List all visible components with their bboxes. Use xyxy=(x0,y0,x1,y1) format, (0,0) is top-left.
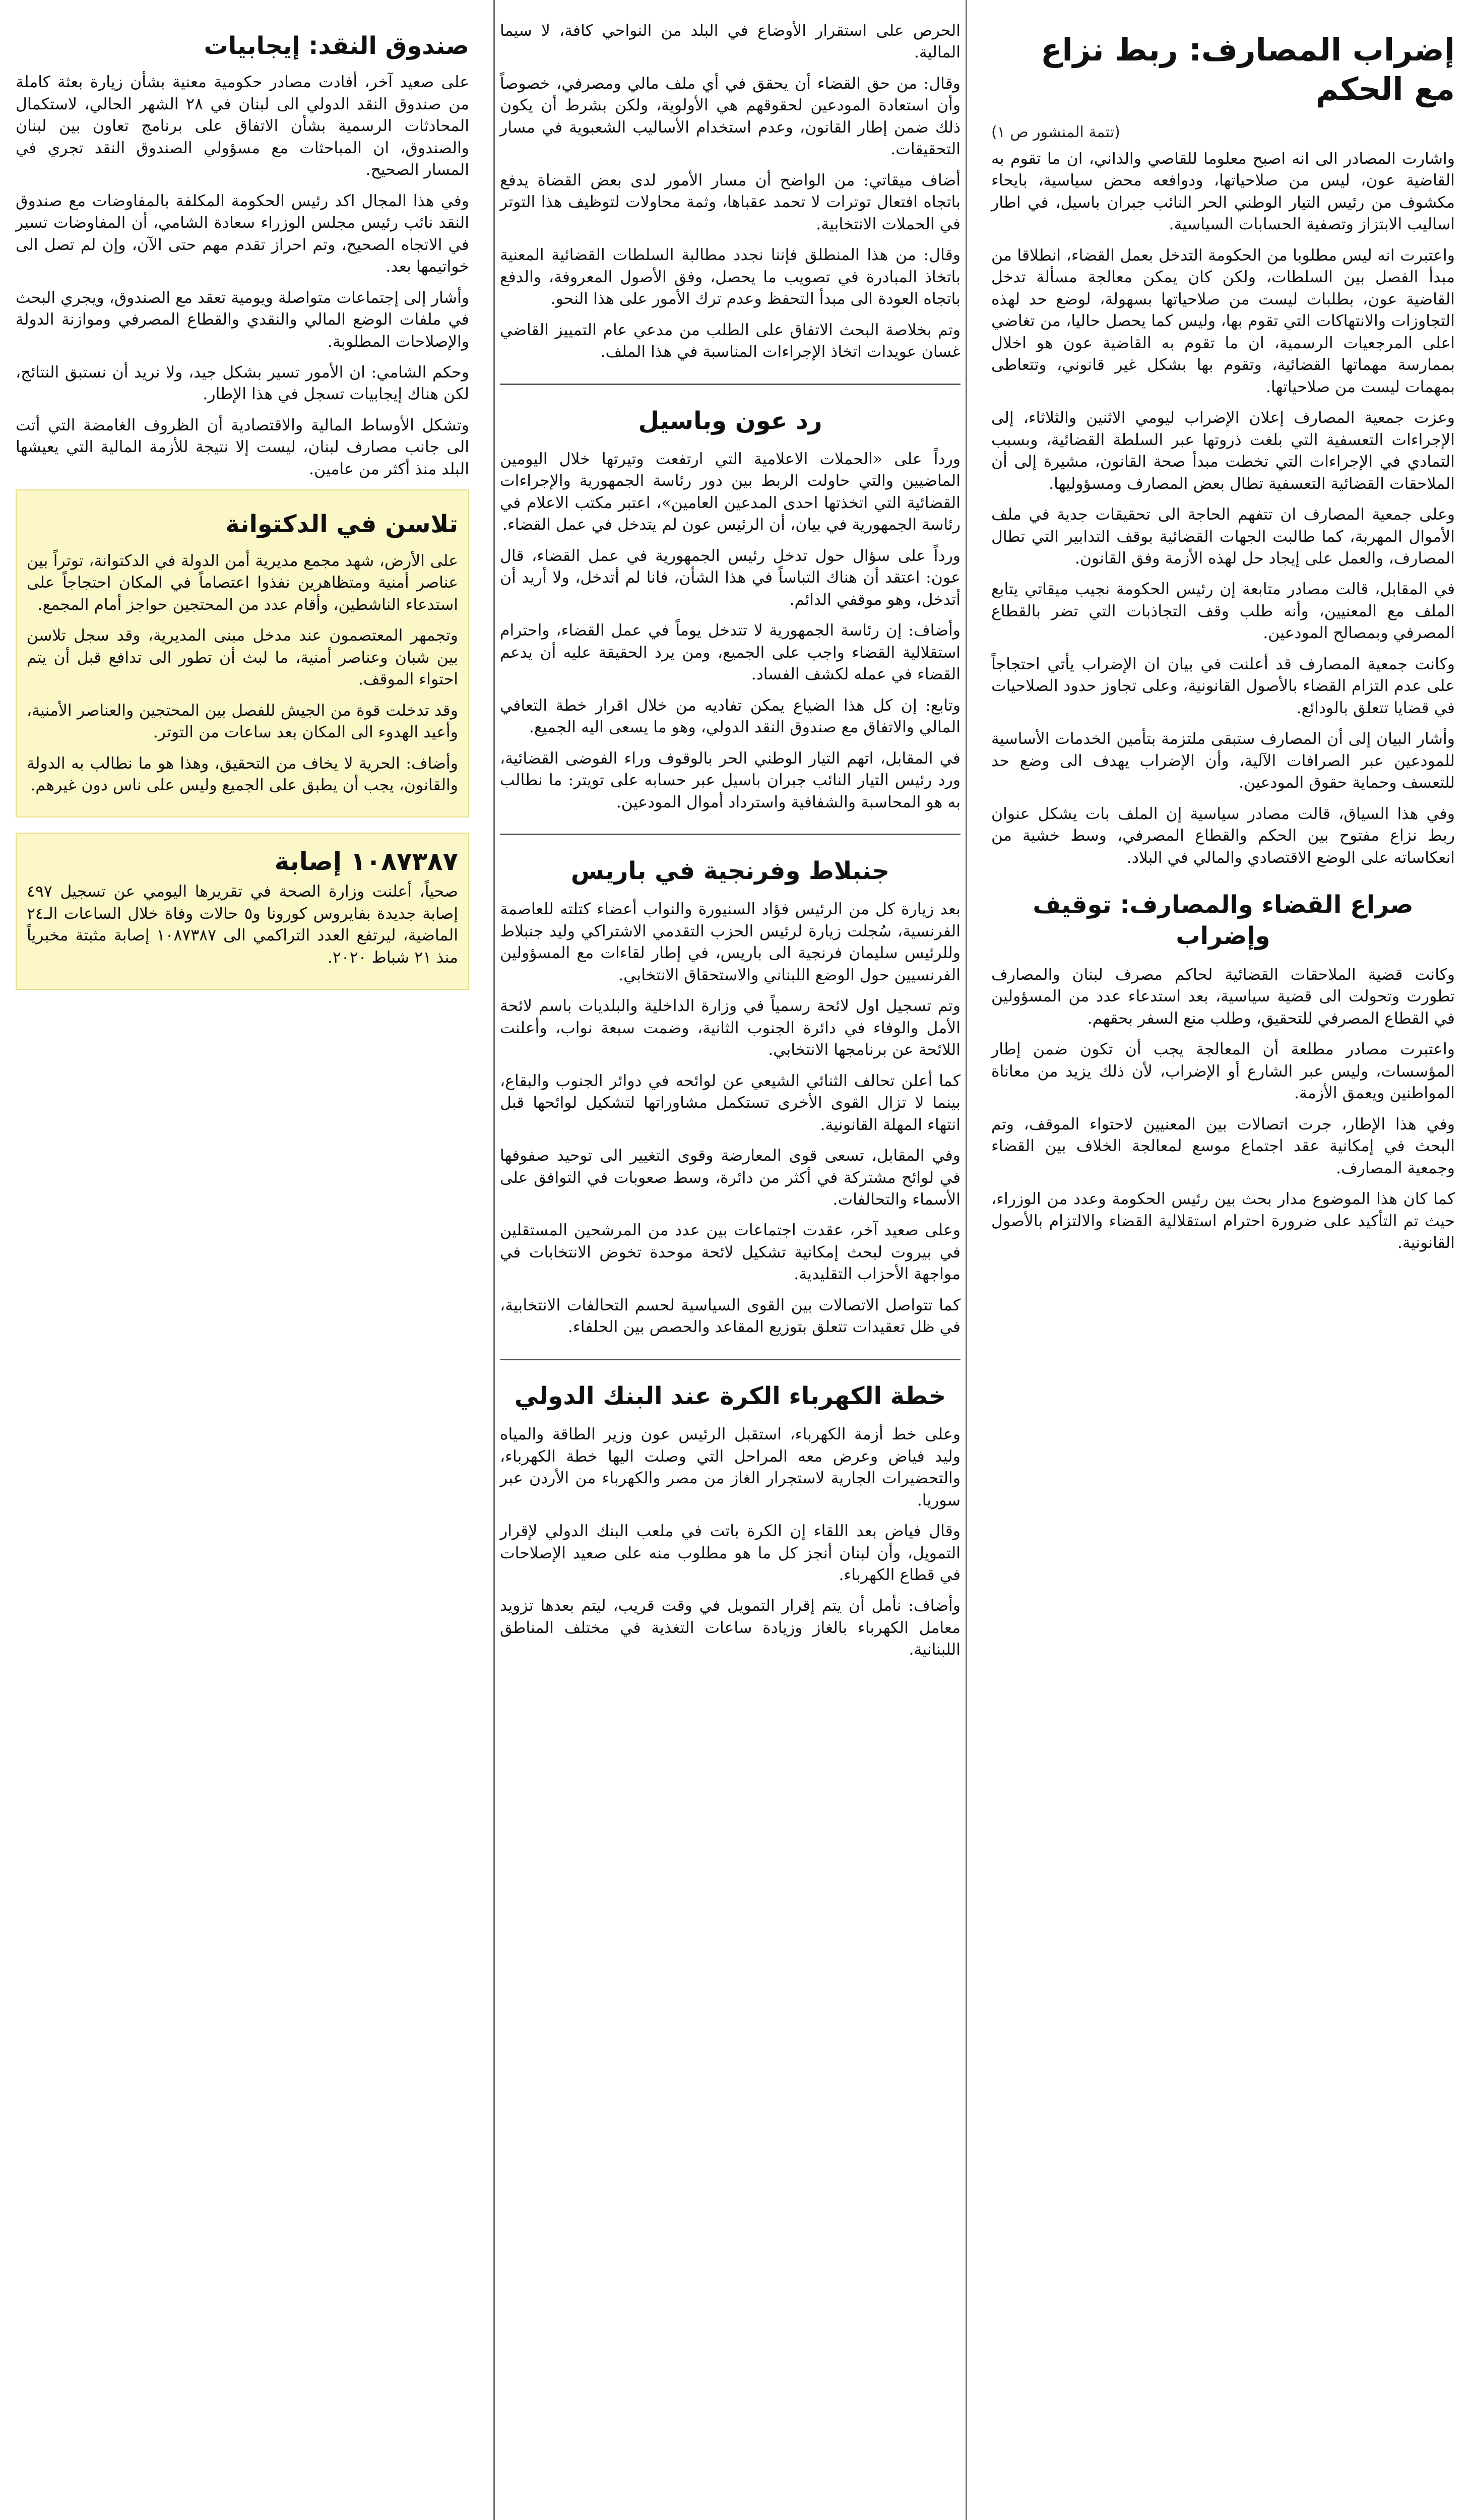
paragraph: واعتبرت مصادر مطلعة أن المعالجة يجب أن تكون ضمن إطار المؤسسات، وليس عبر الشارع أو الإضراب، لأن ذلك يزيد من معاناة المواطنين ويعمق الأزمة. xyxy=(991,1040,1455,1103)
paragraph: وقد تدخلت قوة من الجيش للفصل بين المحتجين والعناصر الأمنية، وأعيد الهدوء الى المكان بعد ساعات من التوتر. xyxy=(27,701,458,742)
divider xyxy=(500,1359,961,1360)
main-headline: إضراب المصارف: ربط نزاع مع الحكم xyxy=(1041,31,1455,107)
middle-column xyxy=(493,0,967,2520)
paragraph: وفي هذا السياق، قالت مصادر سياسية إن الملف بات يشكل عنوان ربط نزاع مفتوح بين الحكم والقطاع المصرفي، وسط خشية من انعكاساته على الوضع الاقتصادي والمالي في البلاد. xyxy=(991,804,1455,867)
electricity-body xyxy=(500,1424,961,1661)
divider xyxy=(500,834,961,835)
paragraph: كما أعلن تحالف الثنائي الشيعي عن لوائحه في دوائر الجنوب والبقاع، بينما لا تزال القوى الأخرى تستكمل مشاوراتها لتشكيل لوائحها قبل انتهاء المهلة القانونية. xyxy=(500,1072,961,1134)
paragraph: وعلى جمعية المصارف ان تتفهم الحاجة الى تحقيقات جدية في ملف الأموال المهربة، كما طالبت الجهات القضائية بوقف التدابير التي تطال المصارف، والعمل على إيجاد حل لهذه الأزمة وفق القانون. xyxy=(991,506,1455,568)
left-column xyxy=(11,0,474,2520)
paragraph: وتابع: إن كل هذا الضياع يمكن تفاديه من خلال اقرار خطة التعافي المالي والاتفاق مع صندوق النقد الدولي، وهو ما يسعى اليه الجميع. xyxy=(500,696,961,737)
covid-box xyxy=(16,833,469,990)
paragraph: على الأرض، شهد مجمع مديرية أمن الدولة في الدكتوانة، توتراً بين عناصر أمنية ومتظاهرين نفذوا اعتصاماً في المكان احتجاجاً على استدعاء الناشطين، وأقام عدد من المحتجين حواجز أمام المجمع. xyxy=(27,551,458,614)
middle-opening-body xyxy=(500,20,961,363)
paragraph: وتجمهر المعتصمون عند مدخل مبنى المديرية، وقد سجل تلاسن بين شبان وعناصر أمنية، ما لبث أن تطور الى تدافع قبل أن يتم احتواء الموقف. xyxy=(27,626,458,689)
section2-title: صراع القضاء والمصارف: توقيف وإضراب xyxy=(1033,891,1414,951)
reply-body xyxy=(500,449,961,813)
paragraph: في المقابل، قالت مصادر متابعة إن رئيس الحكومة نجيب ميقاتي يتابع الملف مع المعنيين، وأنه طلب وقف التجاذبات التي تضر بالقطاع المصرفي وبمصالح المودعين. xyxy=(991,580,1455,643)
paragraph: أضاف ميقاتي: من الواضح أن مسار الأمور لدى بعض القضاة يدفع باتجاه افتعال توترات لا تحمد عقباها، وثمة محاولات لتوظيف هذا التوتر في الحملات الانتخابية. xyxy=(500,171,961,233)
paragraph: على صعيد آخر، أفادت مصادر حكومية معنية بشأن زيارة بعثة كاملة من صندوق النقد الدولي الى لبنان في ٢٨ الشهر الحالي، لاستكمال المحادثات الرسمية بشأن الاتفاق على برنامج تعاون بين لبنان والصندوق، ان المباحثات مع مسؤولي الصندوق النقد تجري في المسار الصحيح. xyxy=(16,73,469,179)
paragraph: كما تتواصل الاتصالات بين القوى السياسية لحسم التحالفات الانتخابية، في ظل تعقيدات تتعلق بتوزيع المقاعد والحصص بين الحلفاء. xyxy=(500,1296,961,1337)
paragraph: وفي هذا الإطار، جرت اتصالات بين المعنيين لاحتواء الموقف، وتم البحث في إمكانية عقد اجتماع موسع لمعالجة الخلاف بين القضاء وجمعية المصارف. xyxy=(991,1115,1455,1177)
paragraph: وفي هذا المجال اكد رئيس الحكومة المكلفة بالمفاوضات مع صندوق النقد نائب رئيس مجلس الوزراء سعادة الشامي، أن المفاوضات تسير في الاتجاه الصحيح، وتم احراز تقدم مهم حتى الآن، وإن لم تصل الى خواتيمها بعد. xyxy=(16,192,469,276)
divider xyxy=(500,384,961,385)
paragraph: وحكم الشامي: ان الأمور تسير بشكل جيد، ولا نريد أن نستبق النتائج، لكن هناك إيجابيات تسجل في هذا الإطار. xyxy=(16,363,469,404)
paragraph: وتم تسجيل اول لائحة رسمياً في وزارة الداخلية والبلديات باسم لائحة الأمل والوفاء في دائرة الجنوب الثانية، وضمت سبعة نواب، وأعلنت اللائحة عن برنامجها الانتخابي. xyxy=(500,997,961,1059)
protest-title: تلاسن في الدكتوانة xyxy=(225,510,458,539)
section2-body xyxy=(991,964,1455,1254)
paris-section-body xyxy=(500,899,961,1338)
protest-body xyxy=(27,550,458,797)
paragraph: وقال فياض بعد اللقاء إن الكرة باتت في ملعب البنك الدولي لإقرار التمويل، وأن لبنان أنجز كل ما هو مطلوب منه على صعيد الإصلاحات في قطاع الكهرباء. xyxy=(500,1522,961,1585)
electricity-title: خطة الكهرباء الكرة عند البنك الدولي xyxy=(514,1381,946,1410)
paragraph: وكانت جمعية المصارف قد أعلنت في بيان ان الإضراب يأتي احتجاجاً على عدم التزام القضاء بالأصول القانونية، وعلى تجاوز حدود الصلاحيات في قضايا تتعلق بالودائع. xyxy=(991,655,1455,717)
paragraph: وأشار البيان إلى أن المصارف ستبقى ملتزمة بتأمين الخدمات الأساسية للمودعين عبر الصرافات الآلية، وأن الإضراب يهدف الى وضع حد للتعسف وحماية حقوق المودعين. xyxy=(991,730,1455,792)
paragraph: وأشار إلى إجتماعات متواصلة ويومية تعقد مع الصندوق، ويجري البحث في ملفات الوضع المالي والنقدي والقطاع المصرفي وموازنة الدولة والإصلاحات المطلوبة. xyxy=(16,288,469,351)
paragraph: وأضاف: نأمل أن يتم إقرار التمويل في وقت قريب، ليتم بعدها تزويد معامل الكهرباء بالغاز وزيادة ساعات التغذية في مختلف المناطق اللبنانية. xyxy=(500,1597,961,1659)
paragraph: وتم بخلاصة البحث الاتفاق على الطلب من مدعي عام التمييز القاضي غسان عويدات اتخاذ الإجراءات المناسبة في هذا الملف. xyxy=(500,321,961,361)
paragraph: واعتبرت انه ليس مطلوبا من الحكومة التدخل بعمل القضاء، انطلاقا من مبدأ الفصل بين السلطات، ولكن كان يمكن معالجة مسألة تدخل القاضية عون، بطلبات ليست من صلاحياتها بسهولة، لوضع حد لهذه التجاوزات والانتهاكات التي تقوم بها، وليس كما يحصل حاليا، من تغاضي اعلى المرجعيات الرسمية، ان ما تقوم به القاضية عون هو اخلال بممارسة مهماتها القضائية، وتقوم بها بشكل غير قانوني، وتتعاطى بمهمات ليست من صلاحياتها. xyxy=(991,246,1455,396)
covid-number: ١٠٨٧٣٨٧ إصابة xyxy=(274,847,458,876)
paragraph: واشارت المصادر الى انه اصبح معلوما للقاصي والداني، ان ما تقوم به القاضية عون، ليس من صلاحياتها، ودوافعه محض سياسية، بايحاء مكشوف من رئيس التيار الوطني الحر النائب جبران باسيل، في اطار اساليب الابتزاز وتصفية الحسابات السياسية. xyxy=(991,150,1455,234)
paragraph: وعزت جمعية المصارف إعلان الإضراب ليومي الاثنين والثلاثاء، إلى الإجراءات التعسفية التي بلغت ذروتها عبر السلطة القضائية، وبسبب التمادي في الإجراءات التي تخطت مبدأ صحة القانون، مشيرة إلى أن الملاحقات القضائية التعسفية تطال بعض المصارف ومسؤوليها. xyxy=(991,409,1455,493)
paragraph: صحياً، أعلنت وزارة الصحة في تقريرها اليومي عن تسجيل ٤٩٧ إصابة جديدة بفايروس كورونا و٥ حالات وفاة خلال الساعات الـ٢٤ الماضية، ليرتفع العدد التراكمي الى ١٠٨٧٣٨٧ إصابة مثبتة مخبرياً منذ ٢١ شباط ٢٠٢٠. xyxy=(27,883,459,967)
paragraph: ورداً على سؤال حول تدخل رئيس الجمهورية في عمل القضاء، قال عون: اعتقد أن هناك التباساً في هذا الشأن، فانا لم أتدخل، ولا أريد أن أتدخل، وهو موقفي الدائم. xyxy=(500,546,961,609)
protest-box xyxy=(16,489,469,817)
paragraph: وقال: من حق القضاء أن يحقق في أي ملف مالي ومصرفي، خصوصاً وأن استعادة المودعين لحقوقهم هي الأولوية، ولكن بشرط أن يكون ذلك ضمن إطار القانون، وعدم استخدام الأساليب الشعبوية في مسار التحقيقات. xyxy=(500,74,961,159)
paragraph: في المقابل، اتهم التيار الوطني الحر بالوقوف وراء الفوضى القضائية، ورد رئيس التيار النائب جبران باسيل عبر حسابه على تويتر: ما نطالب به هو المحاسبة والشفافية واسترداد أموال المودعين. xyxy=(500,749,961,811)
imf-body xyxy=(16,72,469,480)
main-article-column xyxy=(986,0,1460,2520)
paragraph: كما كان هذا الموضوع مدار بحث بين رئيس الحكومة وعدد من الوزراء، حيث تم التأكيد على ضرورة احترام استقلالية القضاء والالتزام بالأصول القانونية. xyxy=(991,1190,1455,1252)
paragraph: وأضاف: الحرية لا يخاف من التحقيق، وهذا هو ما نطالب به الدولة والقانون، يجب أن يطبق على الجميع وليس على ناس دون غيرهم. xyxy=(27,754,458,794)
paragraph: وفي المقابل، تسعى قوى المعارضة وقوى التغيير الى توحيد صفوفها في لوائح مشتركة في أكثر من دائرة، وسط صعوبات في التوافق على الأسماء والتحالفات. xyxy=(500,1147,961,1209)
covid-body xyxy=(27,881,458,969)
reply-title: رد عون وباسيل xyxy=(638,406,822,435)
paragraph: وعلى صعيد آخر، عقدت اجتماعات بين عدد من المرشحين المستقلين في بيروت لبحث إمكانية تشكيل لائحة موحدة تخوض الانتخابات في مواجهة الأحزاب التقليدية. xyxy=(500,1221,961,1284)
main-article-body xyxy=(991,148,1455,869)
paragraph: وقال: من هذا المنطلق فإننا نجدد مطالبة السلطات القضائية المعنية باتخاذ المبادرة في تصويب ما يحصل، وفق الأصول المعروفة، والدفع باتجاه العودة الى مبدأ التحفظ وعدم ترك الأمور على هذا النحو. xyxy=(500,246,961,308)
imf-title: صندوق النقد: إيجابيات xyxy=(204,32,469,60)
paragraph: وعلى خط أزمة الكهرباء، استقبل الرئيس عون وزير الطاقة والمياه وليد فياض وعرض معه المراحل التي وصلت اليها خطة الكهرباء، والتحضيرات الجارية لاستجرار الغاز من مصر والكهرباء من الأردن عبر سوريا. xyxy=(500,1425,961,1509)
paragraph: ورداً على «الحملات الاعلامية التي ارتفعت وتيرتها خلال اليومين الماضيين والتي حاولت الربط بين دور رئاسة الجمهورية والإجراءات القضائية التي اتخذتها احدى المدعين العامين»، اعتبر مكتب الاعلام في رئاسة الجمهورية في بيان، أن الرئيس عون لم يتدخل في عمل القضاء. xyxy=(500,450,961,534)
paragraph: بعد زيارة كل من الرئيس فؤاد السنيورة والنواب أعضاء كتلته للعاصمة الفرنسية، سُجلت زيارة لرئيس الحزب التقدمي الاشتراكي وليد جنبلاط وللرئيس سليمان فرنجية الى باريس، في إطار لقاءات مع المسؤولين الفرنسيين حول الوضع اللبناني والاستحقاق الانتخابي. xyxy=(500,900,961,984)
continued-note: (تتمة المنشور ص ١) xyxy=(991,123,1120,141)
paragraph: وكانت قضية الملاحقات القضائية لحاكم مصرف لبنان والمصارف تطورت وتحولت الى قضية سياسية، بعد استدعاء عدد من المسؤولين في القطاع المصرفي للتحقيق، وطلب منع السفر بحقهم. xyxy=(991,965,1455,1028)
paragraph: الحرص على استقرار الأوضاع في البلد من النواحي كافة، لا سيما المالية. xyxy=(500,22,961,62)
paragraph: وتشكل الأوساط المالية والاقتصادية أن الظروف الغامضة التي أتت الى جانب مصارف لبنان، ليست إلا نتيجة للأزمة المالية التي يعيشها البلد منذ أكثر من عامين. xyxy=(16,416,469,478)
paragraph: وأضاف: إن رئاسة الجمهورية لا تتدخل يوماً في عمل القضاء، واحترام استقلالية القضاء واجب على الجميع، ومن يرد الحقيقة عليه أن يدعم القضاء في عمله لكشف الفساد. xyxy=(500,621,961,684)
paris-section-title: جنبلاط وفرنجية في باريس xyxy=(570,856,890,885)
